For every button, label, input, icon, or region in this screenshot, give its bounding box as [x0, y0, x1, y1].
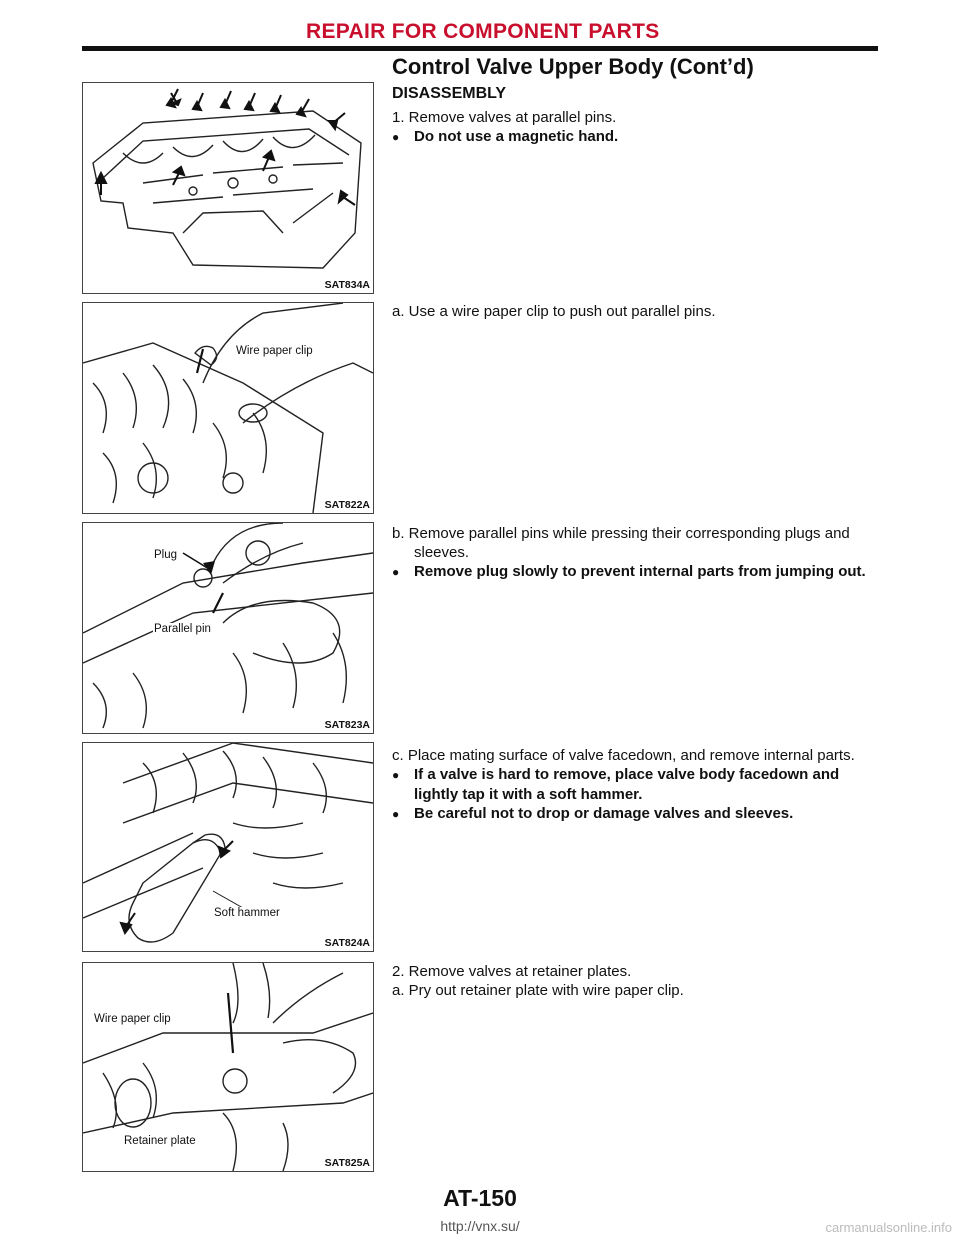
section-heading: DISASSEMBLY — [392, 85, 507, 102]
soft-hammer-illustration — [83, 743, 373, 951]
figure-soft-hammer — [82, 742, 374, 952]
step-text: a. Use a wire paper clip to push out parallel pins. — [392, 303, 716, 320]
valve-body-illustration — [83, 83, 373, 293]
figure-code: SAT823A — [324, 719, 370, 731]
figure-plug-pin — [82, 522, 374, 734]
figure-label: Retainer plate — [124, 1135, 196, 1147]
text-block-internal-parts — [392, 746, 882, 824]
figure-code: SAT824A — [324, 937, 370, 949]
section-title: REPAIR FOR COMPONENT PARTS — [306, 20, 660, 43]
figure-code: SAT822A — [324, 499, 370, 511]
text-block-retainer-plates — [392, 962, 882, 1000]
bullet-icon: ● — [392, 807, 400, 821]
figure-valve-body — [82, 82, 374, 294]
bullet-note: ● If a valve is hard to remove, place valve body facedown and lightly tap it with a soft hammer. — [392, 766, 840, 803]
figure-label: Soft hammer — [214, 907, 280, 919]
page-header — [0, 0, 960, 82]
page-title: Control Valve Upper Body (Cont’d) — [392, 54, 754, 79]
step-text: 2. Remove valves at retainer plates. — [392, 963, 632, 980]
plug-pin-illustration — [83, 523, 373, 733]
step-text: a. Pry out retainer plate with wire paper clip. — [392, 982, 684, 999]
figure-label: Parallel pin — [154, 623, 211, 635]
figure-label: Wire paper clip — [94, 1013, 171, 1025]
figure-label: Plug — [154, 549, 178, 561]
bullet-icon: ● — [392, 130, 400, 144]
bullet-note: ● Remove plug slowly to prevent internal parts from jumping out. — [392, 563, 866, 580]
page-number: AT-150 — [443, 1185, 517, 1211]
step-text: c. Place mating surface of valve facedown, and remove internal parts. — [392, 747, 855, 764]
figure-retainer-plate — [82, 962, 374, 1172]
bullet-icon: ● — [392, 768, 400, 782]
figure-label: Wire paper clip — [236, 345, 313, 357]
footer-url[interactable]: http://vnx.su/ — [440, 1218, 520, 1234]
watermark: carmanualsonline.info — [825, 1220, 952, 1235]
step-text: 1. Remove valves at parallel pins. — [392, 109, 617, 126]
bullet-note: ● Be careful not to drop or damage valves and sleeves. — [392, 805, 794, 822]
text-block-remove-pins — [392, 524, 882, 582]
bullet-icon: ● — [392, 565, 400, 579]
bullet-note: ● Do not use a magnetic hand. — [392, 128, 619, 145]
figure-code: SAT825A — [324, 1157, 370, 1169]
wire-clip-illustration — [83, 303, 373, 513]
figure-wire-clip — [82, 302, 374, 514]
text-block-disassembly — [392, 84, 882, 147]
header-rule — [82, 46, 878, 51]
figure-code: SAT834A — [324, 279, 370, 291]
text-block-push-pins — [392, 302, 882, 321]
step-text: b. Remove parallel pins while pressing their corresponding plugs and sleeves. — [392, 525, 850, 561]
